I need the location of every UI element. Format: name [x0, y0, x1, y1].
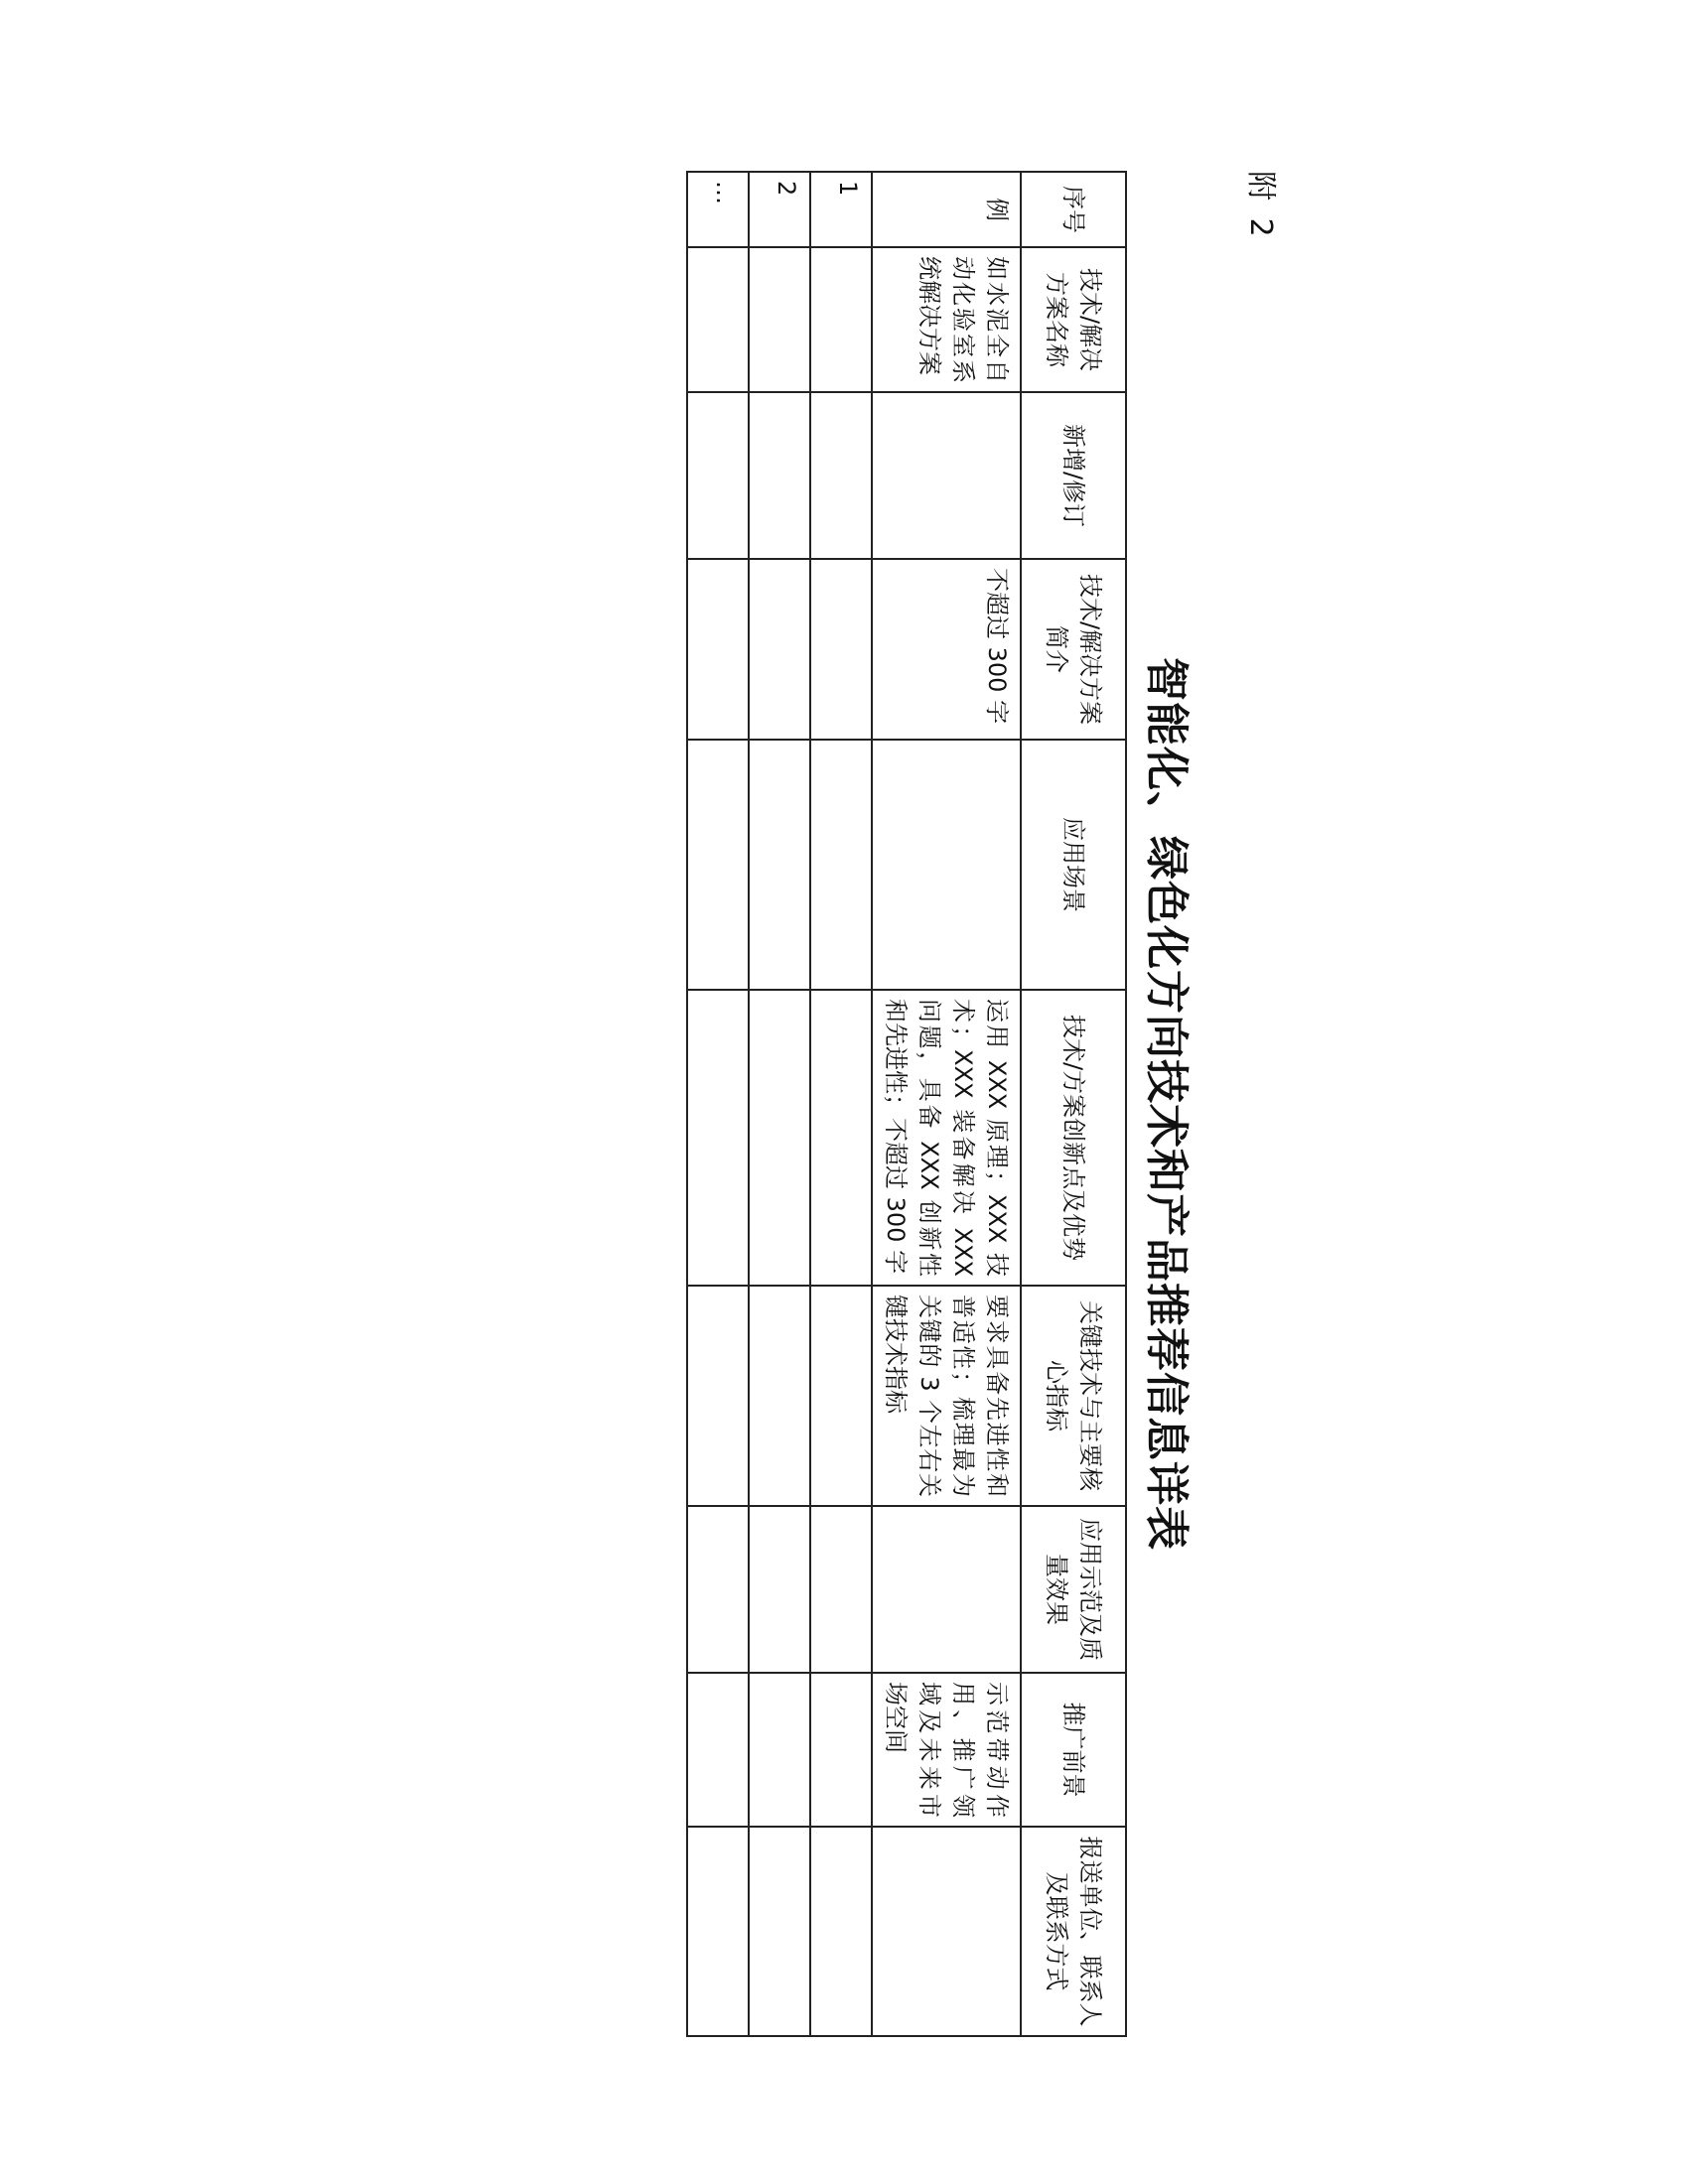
table-cell: [687, 392, 749, 559]
table-cell: [687, 1827, 749, 2036]
table-cell: [749, 1506, 810, 1673]
table-cell: [749, 1286, 810, 1506]
table-cell: [810, 1506, 872, 1673]
table-cell: [687, 1673, 749, 1827]
table-row: [810, 172, 872, 2036]
table-cell: [749, 1673, 810, 1827]
table-cell: 1: [810, 172, 872, 247]
header-solution-summary: 技术/解决方案简介: [1021, 559, 1126, 740]
table-cell: [810, 247, 872, 392]
table-cell: [749, 1827, 810, 2036]
table-cell: [687, 247, 749, 392]
header-solution-name: 技术/解决方案名称: [1021, 247, 1126, 392]
table-cell: [810, 1827, 872, 2036]
document-title: 智能化、绿色化方向技术和产品推荐信息详表: [1141, 657, 1192, 1551]
table-row-example: [872, 172, 1021, 2036]
table-cell: 要求具备先进性和普适性；梳理最为关键的 3 个左右关键技术指标: [872, 1286, 1021, 1506]
table-cell: [749, 559, 810, 740]
table-cell: [810, 1286, 872, 1506]
header-promotion-prospects: 推广前景: [1021, 1673, 1126, 1827]
table-cell: [872, 1506, 1021, 1673]
header-contact-info: 报送单位、联系人及联系方式: [1021, 1827, 1126, 2036]
header-demonstration-effect: 应用示范及质量效果: [1021, 1506, 1126, 1673]
table-cell: …: [687, 172, 749, 247]
table-cell: [810, 740, 872, 990]
table-cell: [687, 740, 749, 990]
table-cell: 不超过 300 字: [872, 559, 1021, 740]
header-innovation-advantages: 技术/方案创新点及优势: [1021, 990, 1126, 1286]
table-cell: 如水泥全自动化验室系统解决方案: [872, 247, 1021, 392]
table-cell: [687, 559, 749, 740]
table-header-row: [1021, 172, 1126, 2036]
table-cell: [687, 990, 749, 1286]
table-cell: [872, 1827, 1021, 2036]
table-cell: [749, 392, 810, 559]
table-cell: [749, 990, 810, 1286]
table-cell: [749, 740, 810, 990]
table-cell: 2: [749, 172, 810, 247]
table-cell: 示范带动作用、推广领域及未来市场空间: [872, 1673, 1021, 1827]
rotated-document-sheet: [233, 171, 1286, 2037]
table-cell: [872, 740, 1021, 990]
table-row: [749, 172, 810, 2036]
table-cell: [810, 990, 872, 1286]
table-cell: [687, 1506, 749, 1673]
table-cell: [810, 559, 872, 740]
header-application-scenario: 应用场景: [1021, 740, 1126, 990]
header-serial-number: 序号: [1021, 172, 1126, 247]
table-row: [687, 172, 749, 2036]
recommendation-table: [686, 171, 1127, 2037]
table-cell: [872, 392, 1021, 559]
table-cell: 例: [872, 172, 1021, 247]
table-cell: 运用 XXX 原理；XXX 技术；XXX 装备解决 XXX 问题，具备 XXX 创新性和先进性；不超过 300 字: [872, 990, 1021, 1286]
table-cell: [749, 247, 810, 392]
table-cell: [687, 1286, 749, 1506]
header-new-or-revised: 新增/修订: [1021, 392, 1126, 559]
table-cell: [810, 1673, 872, 1827]
header-key-indicators: 关键技术与主要核心指标: [1021, 1286, 1126, 1506]
attachment-label: 附 2: [1243, 171, 1278, 241]
table-cell: [810, 392, 872, 559]
